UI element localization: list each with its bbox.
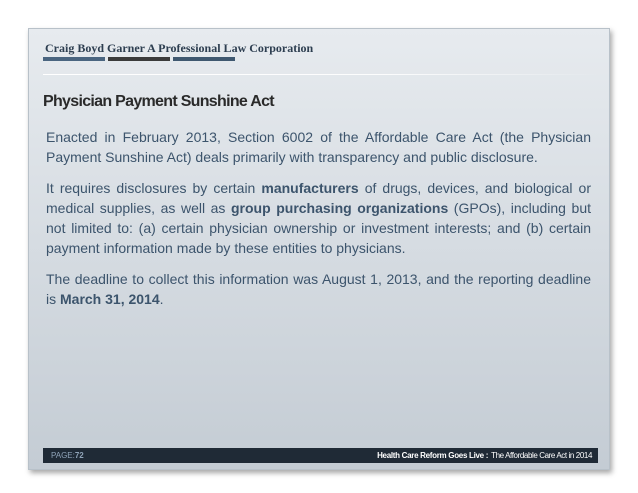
- paragraph-disclosures: [46, 178, 591, 258]
- slide-body: [46, 127, 591, 320]
- page-number: 72: [74, 451, 84, 460]
- text-run: of drugs, devices, and biological or medical supplies, as well as: [46, 180, 592, 216]
- text-run: (GPOs), including but not limited to: (a) certain physician ownership or investment interests; and (b) certain payment information made by these entities to physicians.: [46, 200, 591, 256]
- emphasis-deadline-date: March 31, 2014: [60, 291, 160, 307]
- text-run: .: [159, 291, 164, 307]
- accent-bar-1: [43, 57, 105, 61]
- accent-bar-3: [173, 57, 235, 61]
- firm-name: Craig Boyd Garner A Professional Law Corporation: [45, 41, 314, 55]
- slide: [28, 28, 610, 470]
- text-run: The deadline to collect this information was August 1, 2013, and the reporting deadline is: [46, 271, 591, 307]
- emphasis-gpos: group purchasing organizations: [231, 200, 449, 216]
- accent-bar-2: [108, 57, 170, 61]
- page-label: PAGE:: [51, 451, 75, 460]
- text-run: It requires disclosures by certain: [46, 180, 262, 196]
- footer-bar: [43, 448, 598, 463]
- emphasis-manufacturers: manufacturers: [261, 180, 359, 196]
- header-divider: [43, 74, 603, 75]
- header-accent-bars: [43, 57, 235, 61]
- slide-title: Physician Payment Sunshine Act: [43, 93, 274, 110]
- paragraph-deadline: [46, 269, 591, 309]
- series-title: Health Care Reform Goes Live :: [377, 451, 489, 460]
- footer-series: [377, 451, 592, 460]
- paragraph-enacted: Enacted in February 2013, Section 6002 of the Affordable Care Act (the Physician Payment Sunshine Act) deals primarily with transparency and public disclosure.: [46, 129, 591, 165]
- series-subtitle: The Affordable Care Act in 2014: [491, 451, 592, 460]
